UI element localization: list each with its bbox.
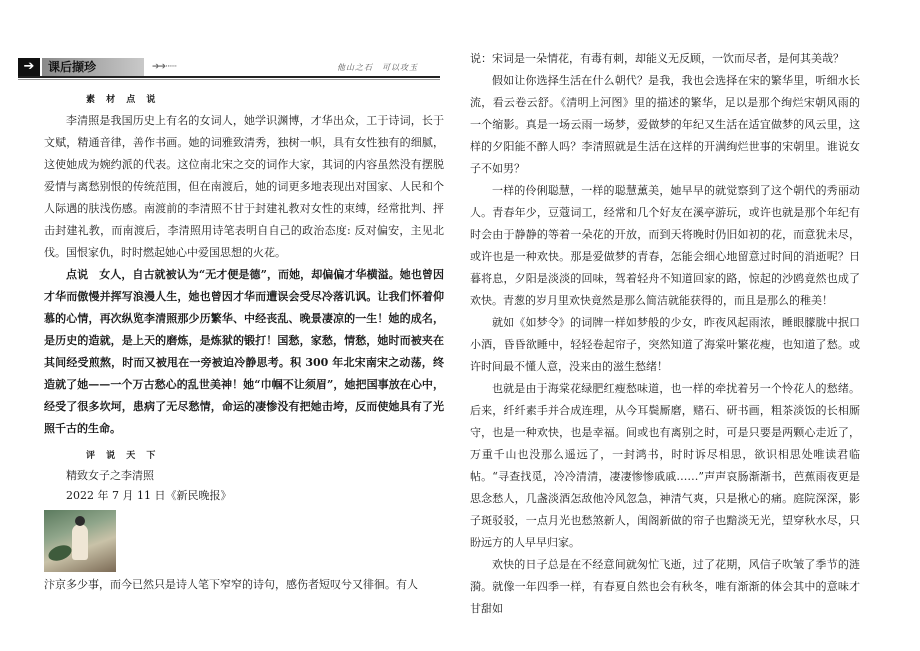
right-column [470, 48, 860, 620]
header-rule [18, 76, 440, 78]
article-paragraph: 也就是由于海棠花绿肥红瘦愁味道，也一样的牵扰着另一个怜花人的愁绪。后来，纤纤素手并合成连理，从今耳鬓厮磨，赌石、研书画，粗茶淡饭的长相厮守，也是一种欢快，也是幸福。间或也有离别之时，可是只要是两颗心走近了，万重千山也没那么遥远了，一封鸿书，时时诉尽相思，欲识相思处唯读君临帖。“寻查找觅，冷冷清清，凄凄惨惨戚戚……”声声哀肠渐渐书，芭蕉雨夜更是思念愁人，几盏淡酒怎敌他冷风忽急，神清气爽，只是揪心的痛。庭院深深，影子斑驳驳，一点月光也愁煞新人，闺阁新做的帘子也黯淡无光，望穿秋水尽，只盼远方的人早早归家。 [470, 382, 860, 549]
right-arrow-icon: ➔ [18, 58, 40, 76]
article-paragraph-start: 汴京多少事，而今已然只是诗人笔下窄窄的诗句，感伤者短叹兮又徘徊。有人 [44, 578, 418, 591]
painting-figure-head [75, 516, 85, 526]
section-header [18, 58, 440, 78]
header-rule-thin [18, 79, 440, 80]
commentary-paragraph: 点说 女人，自古就被认为“无才便是德”，而她，却偏偏才华横溢。她也曾因才华而傲慢并挥写浪漫人生，她也曾因才华而遭误会受尽冷落讥讽。让我们怀着仰慕的心情，再次纵览李清照那少历繁华、中经丧乱、晚景凄凉的一生！她的成名，是历史的造就，是上天的磨炼，是炼狱的锻打！国愁，家愁，情愁，她时而被夹在其间经受煎熬，时而又被甩在一旁被迫冷静思考。积 300 年北宋南宋之动荡，终造就了她——一个万古愁心的乱世美神！她“巾帼不让须眉”，她把国事放在心中，经受了很多坎坷，患病了无尽愁情，命运的凄惨没有把她击垮，反而使她具有了光照千古的生命。 [44, 268, 444, 435]
article-paragraph: 欢快的日子总是在不经意间就匆忙飞逝，过了花期，风信子吹皱了季节的涟漪。就像一年四季一样，有春夏自然也会有秋冬，唯有渐渐的体会其中的意味才甘甜如 [470, 558, 860, 615]
section-title-material: 素 材 点 说 [86, 95, 160, 105]
article-paragraph: 假如让你选择生活在什么朝代？是我，我也会选择在宋的繁华里，听细水长流，看云卷云舒。《清明上河图》里的描述的繁华，足以是那个绚烂宋朝风雨的一个缩影。真是一场云雨一场梦，爱做梦的年纪又生活在适宜做梦的风云里，这样的夕阳能不醉人吗？李清照就是生活在这样的开满绚烂世事的宋朝里。谁说女子不如男？ [470, 74, 860, 175]
section-title-review: 评 说 天 下 [86, 451, 160, 461]
li-qingzhao-painting [44, 510, 116, 572]
article-paragraph: 一样的伶俐聪慧，一样的聪慧薰美，她早早的就觉察到了这个朝代的秀丽动人。青春年少，豆蔻词工，经常和几个好友在溪亭游玩，或许也就是那个年纪有时会由于静静的等着一朵花的开放，而到天将晚时仍旧如初的花，而意犹未尽，或许也是一种欢快。那是爱做梦的青春，怎能会细心地留意过时间的消逝呢？日暮将息，夕阳是淡淡的回味，驾着轻舟不知道回家的路，惊起的沙鸥竟然也成了欢快。青葱的岁月里欢快竟然是那么简洁就能获得的，而且是那么的稚美！ [470, 184, 860, 307]
header-motto: 他山之石 可以攻玉 [337, 63, 418, 72]
article-title: 精致女子之李清照 [66, 469, 154, 482]
article-paragraph: 就如《如梦令》的词牌一样如梦般的少女，昨夜风起雨浓，睡眼朦胧中抿口小酒，昏昏欲睡中，轻轻卷起帘子，突然知道了海棠叶繁花瘦，也知道了愁。或许时间最不懂人意，没来由的滋生愁绪！ [470, 316, 860, 373]
painting-foliage [46, 542, 73, 563]
material-paragraph: 李清照是我国历史上有名的女词人，她学识渊博，才华出众，工于诗词，长于文赋，精通音律，善作书画。她的词雅致清秀，独树一帜，具有女性独有的细腻，这使她成为婉约派的代表。这位南北宋之交的词作大家，其词的内容虽然没有摆脱爱情与离愁别恨的传统范围，但在南渡后，她的词更多地表现出对国家、人民和个人际遇的肤浅伤感。南渡前的李清照不甘于封建礼教对女性的束缚，经常批判、抨击封建礼教，而南渡后，李清照用诗笔表明自自己的政治态度: 反对偏安，主见北伐。国恨家仇，时时燃起她心中爱国思想的火花。 [44, 114, 444, 259]
decorative-arrows: ➔➔······ [152, 62, 177, 72]
left-column [44, 90, 444, 596]
section-header-title: 课后撷珍 [42, 58, 144, 76]
painting-figure [72, 524, 88, 560]
article-paragraph-continued: 说：宋词是一朵情花，有毒有刺，却能义无反顾，一饮而尽者，是何其美哉？ [470, 52, 844, 65]
article-source: 2022 年 7 月 11 日《新民晚报》 [66, 489, 232, 502]
